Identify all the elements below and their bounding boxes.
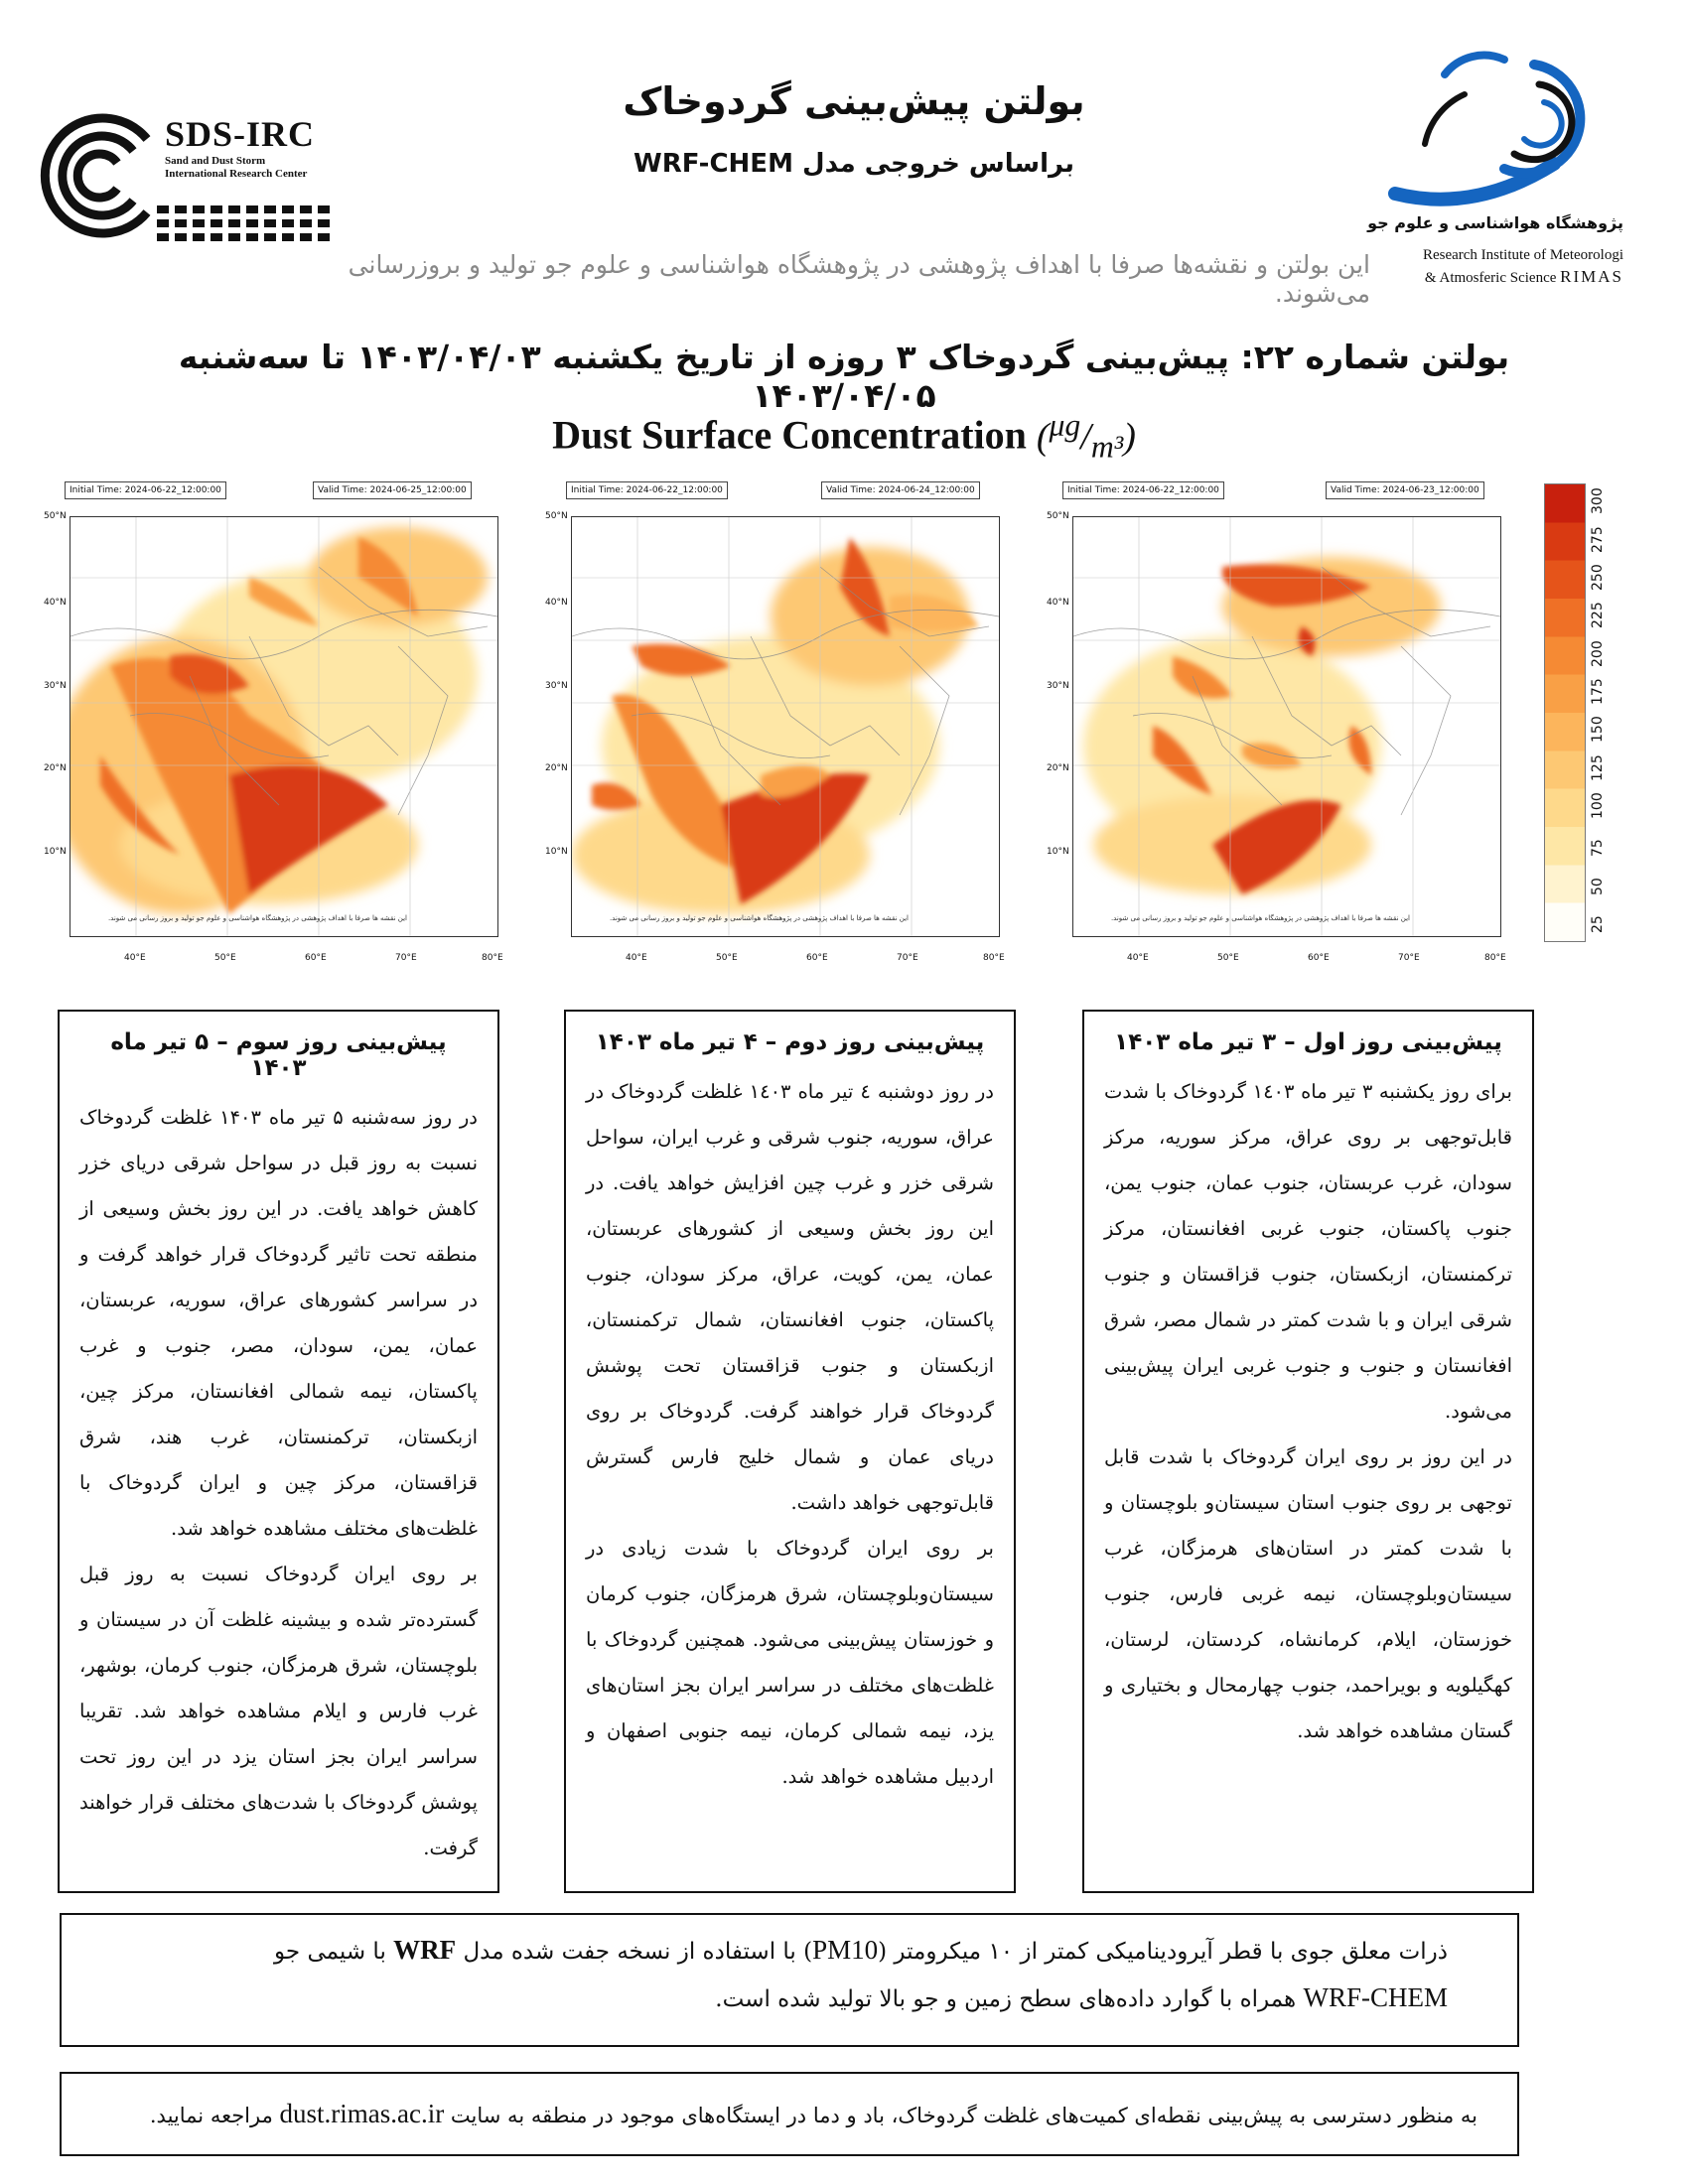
forecast-day2-box [564,1010,1016,1893]
lat-label: 30°N [44,681,67,691]
sds-irc-emblem-icon [38,111,167,240]
pm10-note-text-b: ) با استفاده از نسخه جفت شده مدل [456,1939,813,1965]
colorbar-tick-label: 150 [1590,716,1606,744]
pm10-term: PM10 [812,1935,879,1965]
lon-label: 70°E [897,953,918,963]
lon-label: 50°E [214,953,236,963]
map-valid-time: Valid Time: 2024-06-23_12:00:00 [1326,481,1484,499]
sds-irc-dots-icon [157,205,336,241]
forecast-day3-title: پیش‌بینی روز سوم – ۵ تیر ماه ۱۴۰۳ [110,1029,447,1081]
disclaimer-text: این بولتن و نقشه‌ها صرفا با اهداف پژوهشی در پژوهشگاه هواشناسی و علوم جو تولید و بروزرسانی می‌شوند. [348,250,1370,308]
bulletin-title: بولتن شماره ۲۲: پیش‌بینی گردوخاک ۳ روزه از تاریخ یکشنبه ۱۴۰۳/۰۴/۰۳ تا سه‌شنبه ۱۴۰۳/۰۴/۰۵ [178,338,1510,415]
rimas-logo [1367,45,1623,293]
lon-label: 40°E [626,953,647,963]
lon-label: 60°E [305,953,327,963]
colorbar-tick-label: 75 [1590,839,1606,858]
colorbar-tick-label: 250 [1590,564,1606,591]
dust-map-day2 [545,481,1005,968]
lon-label: 50°E [716,953,738,963]
forecast-day2-para2: بر روی ایران گردوخاک با شدت زیادی در سیستان‌وبلوچستان، شرق هرمزگان، جنوب کرمان و خوزستان پیش‌بینی می‌شود. همچنین گردوخاک با غلظت‌های مختلف در سراسر ایران بجز استان‌های یزد، نیمه شمالی کرمان، نیمه جنوبی اصفهان و اردبیل مشاهده خواهد شد. [586,1537,994,1788]
unit-numerator: μg [1049,407,1081,442]
sds-irc-acronym: SDS-IRC [165,114,316,154]
lat-label: 10°N [1047,847,1069,857]
map-frame [70,516,498,937]
pm10-note-line1 [131,1927,1448,1975]
map-valid-time: Valid Time: 2024-06-25_12:00:00 [313,481,472,499]
sds-irc-fullname [165,155,334,181]
forecast-day2-para1: در روز دوشنبه ٤ تیر ماه ۱٤۰۳ غلظت گردوخاک در عراق، سوریه، جنوب شرقی و غرب ایران، سواحل شرقی خزر و غرب چین افزایش خواهد یافت. در این روز بخش وسیعی از کشورهای عربستان، عمان، یمن، کویت، عراق، مرکز سودان، جنوب پاکستان، جنوب افغانستان، شمال ترکمنستان، ازبکستان و جنوب قزاقستان تحت پوشش گردوخاک قرار خواهند گرفت. گردوخاک بر روی دریای عمان و شمال خلیج فارس گسترش قابل‌توجهی خواهد داشت. [586,1080,994,1514]
lon-label: 70°E [1398,953,1420,963]
lon-label: 60°E [806,953,828,963]
lon-label: 80°E [983,953,1005,963]
map-note: این نقشه ها صرفا با اهداف پژوهشی در پژوهشگاه هواشناسی و علوم جو تولید و بروز رسانی می شوند. [107,914,407,922]
colorbar-tick-label: 275 [1590,525,1606,553]
lon-label: 70°E [395,953,417,963]
wrf-chem-term: WRF-CHEM [1303,1982,1448,2012]
lat-label: 50°N [44,511,67,521]
unit-denominator: m³ [1090,429,1124,465]
forecast-day1-para1: برای روز یکشنبه ۳ تیر ماه ۱٤۰۳ گردوخاک با شدت قابل‌توجهی بر روی عراق، مرکز سوریه، مرکز سودان، غرب عربستان، جنوب عمان، جنوب یمن، جنوب پاکستان، جنوب غربی افغانستان، مرکز ترکمنستان، ازبکستان، جنوب قزاقستان و جنوب شرقی ایران و با شدت کمتر در شمال مصر، شرق افغانستان و جنوب و جنوب غربی ایران پیش‌بینی می‌شود. [1104,1080,1512,1423]
wrf-term: WRF [393,1935,457,1965]
rimas-emblem-icon [1385,45,1623,208]
lon-label: 40°E [1127,953,1149,963]
dust-concentration-field [1073,517,1500,936]
website-link[interactable]: dust.rimas.ac.ir [279,2099,445,2128]
page-title: بولتن پیش‌بینی گردوخاک [623,79,1085,123]
lat-label: 40°N [545,598,568,608]
map-frame [1072,516,1501,937]
lat-label: 50°N [1047,511,1069,521]
lat-label: 30°N [545,681,568,691]
colorbar-tick-label: 300 [1590,487,1606,515]
rimas-name-en-line1: Research Institute of Meteorologi [1422,247,1623,263]
forecast-day1-para2: در این روز بر روی ایران گردوخاک با شدت قابل توجهی بر روی جنوب استان سیستان‌و بلوچستان و با شدت کمتر در استان‌های هرمزگان، غرب سیستان‌وبلوچستان، نیمه غربی فارس، جنوب خوزستان، ایلام، کرمانشاه، کردستان، لرستان، کهگیلویه و بویراحمد، جنوب چهارمحال و بختیاری و گستان مشاهده خواهد شد. [1104,1445,1512,1742]
map-note: این نقشه ها صرفا با اهداف پژوهشی در پژوهشگاه هواشناسی و علوم جو تولید و بروز رسانی می شوند. [1110,914,1410,922]
rimas-name-en-line2 [1425,267,1623,287]
website-note-text-a: به منظور دسترسی به پیش‌بینی نقطه‌ای کمیت‌های غلظت گردوخاک، باد و دما در ایستگاه‌های موجود در منطقه به سایت [444,2104,1477,2127]
colorbar-tick-label: 175 [1590,678,1606,705]
colorbar-tick-label: 125 [1590,753,1606,781]
page-subtitle: براساس خروجی مدل WRF-CHEM [633,149,1074,179]
dust-map-day1 [1047,481,1506,968]
forecast-day3-para2: بر روی ایران گردوخاک نسبت به روز قبل گسترده‌تر شده و بیشینه غلظت آن در سیستان و بلوچستان، شرق هرمزگان، جنوب کرمان، بوشهر، غرب فارس و ایلام مشاهده خواهد شد. تقریبا سراسر ایران بجز استان یزد در این روز تحت پوشش گردوخاک با شدت‌های مختلف قرار خواهند گرفت. [79,1563,478,1859]
forecast-day3-box [58,1010,499,1893]
lat-label: 20°N [44,763,67,773]
website-note-box [60,2072,1519,2156]
map-frame [571,516,1000,937]
rimas-name-en-line2-text: & Atmosferic Science [1424,270,1557,286]
map-initial-time: Initial Time: 2024-06-22_12:00:00 [566,481,728,499]
dust-concentration-field [572,517,999,936]
pm10-note-line2 [131,1975,1448,2022]
lon-label: 80°E [1484,953,1506,963]
lat-label: 10°N [545,847,568,857]
colorbar-tick-label: 100 [1590,792,1606,819]
map-note: این نقشه ها صرفا با اهداف پژوهشی در پژوهشگاه هواشناسی و علوم جو تولید و بروز رسانی می شوند. [609,914,909,922]
dust-map-day3 [44,481,503,968]
forecast-day3-para1: در روز سه‌شنبه ۵ تیر ماه ۱۴۰۳ غلظت گردوخاک نسبت به روز قبل در سواحل شرقی دریای خزر کاهش خواهد یافت. در این روز بخش وسیعی از منطقه تحت تاثیر گردوخاک قرار خواهد گرفت و در سراسر کشورهای عراق، سوریه، عربستان، عمان، یمن، سودان، مصر، جنوب و غرب پاکستان، نیمه شمالی افغانستان، مرکز چین، ازبکستان، ترکمنستان، غرب هند، شرق قزاقستان، مرکز چین و ایران گردوخاک با غلظت‌های مختلف مشاهده خواهد شد. [79,1106,478,1540]
forecast-day1-box [1082,1010,1534,1893]
lat-label: 10°N [44,847,67,857]
colorbar-gradient [1544,483,1586,942]
sds-irc-line2: International Research Center [165,168,308,180]
map-initial-time: Initial Time: 2024-06-22_12:00:00 [1062,481,1224,499]
lon-label: 40°E [124,953,146,963]
lat-label: 50°N [545,511,568,521]
lon-label: 80°E [482,953,503,963]
chart-title-unit: $(^{\mu g}/_{m^3})$ [1036,407,1136,465]
map-valid-time: Valid Time: 2024-06-24_12:00:00 [821,481,980,499]
pm10-note-text-d: همراه با گوارد داده‌های سطح زمین و جو بالا تولید شده است. [715,1986,1304,2012]
chart-title-text: Dust Surface Concentration [552,412,1027,458]
dust-concentration-field [70,517,497,936]
lat-label: 20°N [545,763,568,773]
rimas-name-fa: پژوهشگاه هواشناسی و علوم جو [1367,213,1623,232]
lat-label: 20°N [1047,763,1069,773]
pm10-note-text-c: با شیمی جو [274,1939,394,1965]
rimas-abbr: RIMAS [1560,267,1623,286]
pm10-note-text-a: ذرات معلق جوی با قطر آیرودینامیکی کمتر از ۱۰ میکرومتر ( [878,1939,1448,1965]
lat-label: 40°N [44,598,67,608]
forecast-day2-title: پیش‌بینی روز دوم – ۴ تیر ماه ۱۴۰۳ [595,1029,985,1055]
colorbar-tick-label: 225 [1590,602,1606,629]
lat-label: 30°N [1047,681,1069,691]
pm10-note-box [60,1913,1519,2047]
lat-label: 40°N [1047,598,1069,608]
map-initial-time: Initial Time: 2024-06-22_12:00:00 [65,481,226,499]
lon-label: 50°E [1217,953,1239,963]
sds-irc-line1: Sand and Dust Storm [165,155,266,167]
colorbar [1544,483,1606,940]
colorbar-tick-label: 200 [1590,639,1606,667]
forecast-day1-title: پیش‌بینی روز اول – ۳ تیر ماه ۱۴۰۳ [1114,1029,1502,1055]
lon-label: 60°E [1308,953,1330,963]
chart-title [397,407,1291,465]
website-note-text-b: مراجعه نمایید. [149,2104,280,2127]
sds-irc-logo [38,111,336,240]
colorbar-tick-label: 50 [1590,877,1606,895]
colorbar-tick-label: 25 [1590,915,1606,933]
